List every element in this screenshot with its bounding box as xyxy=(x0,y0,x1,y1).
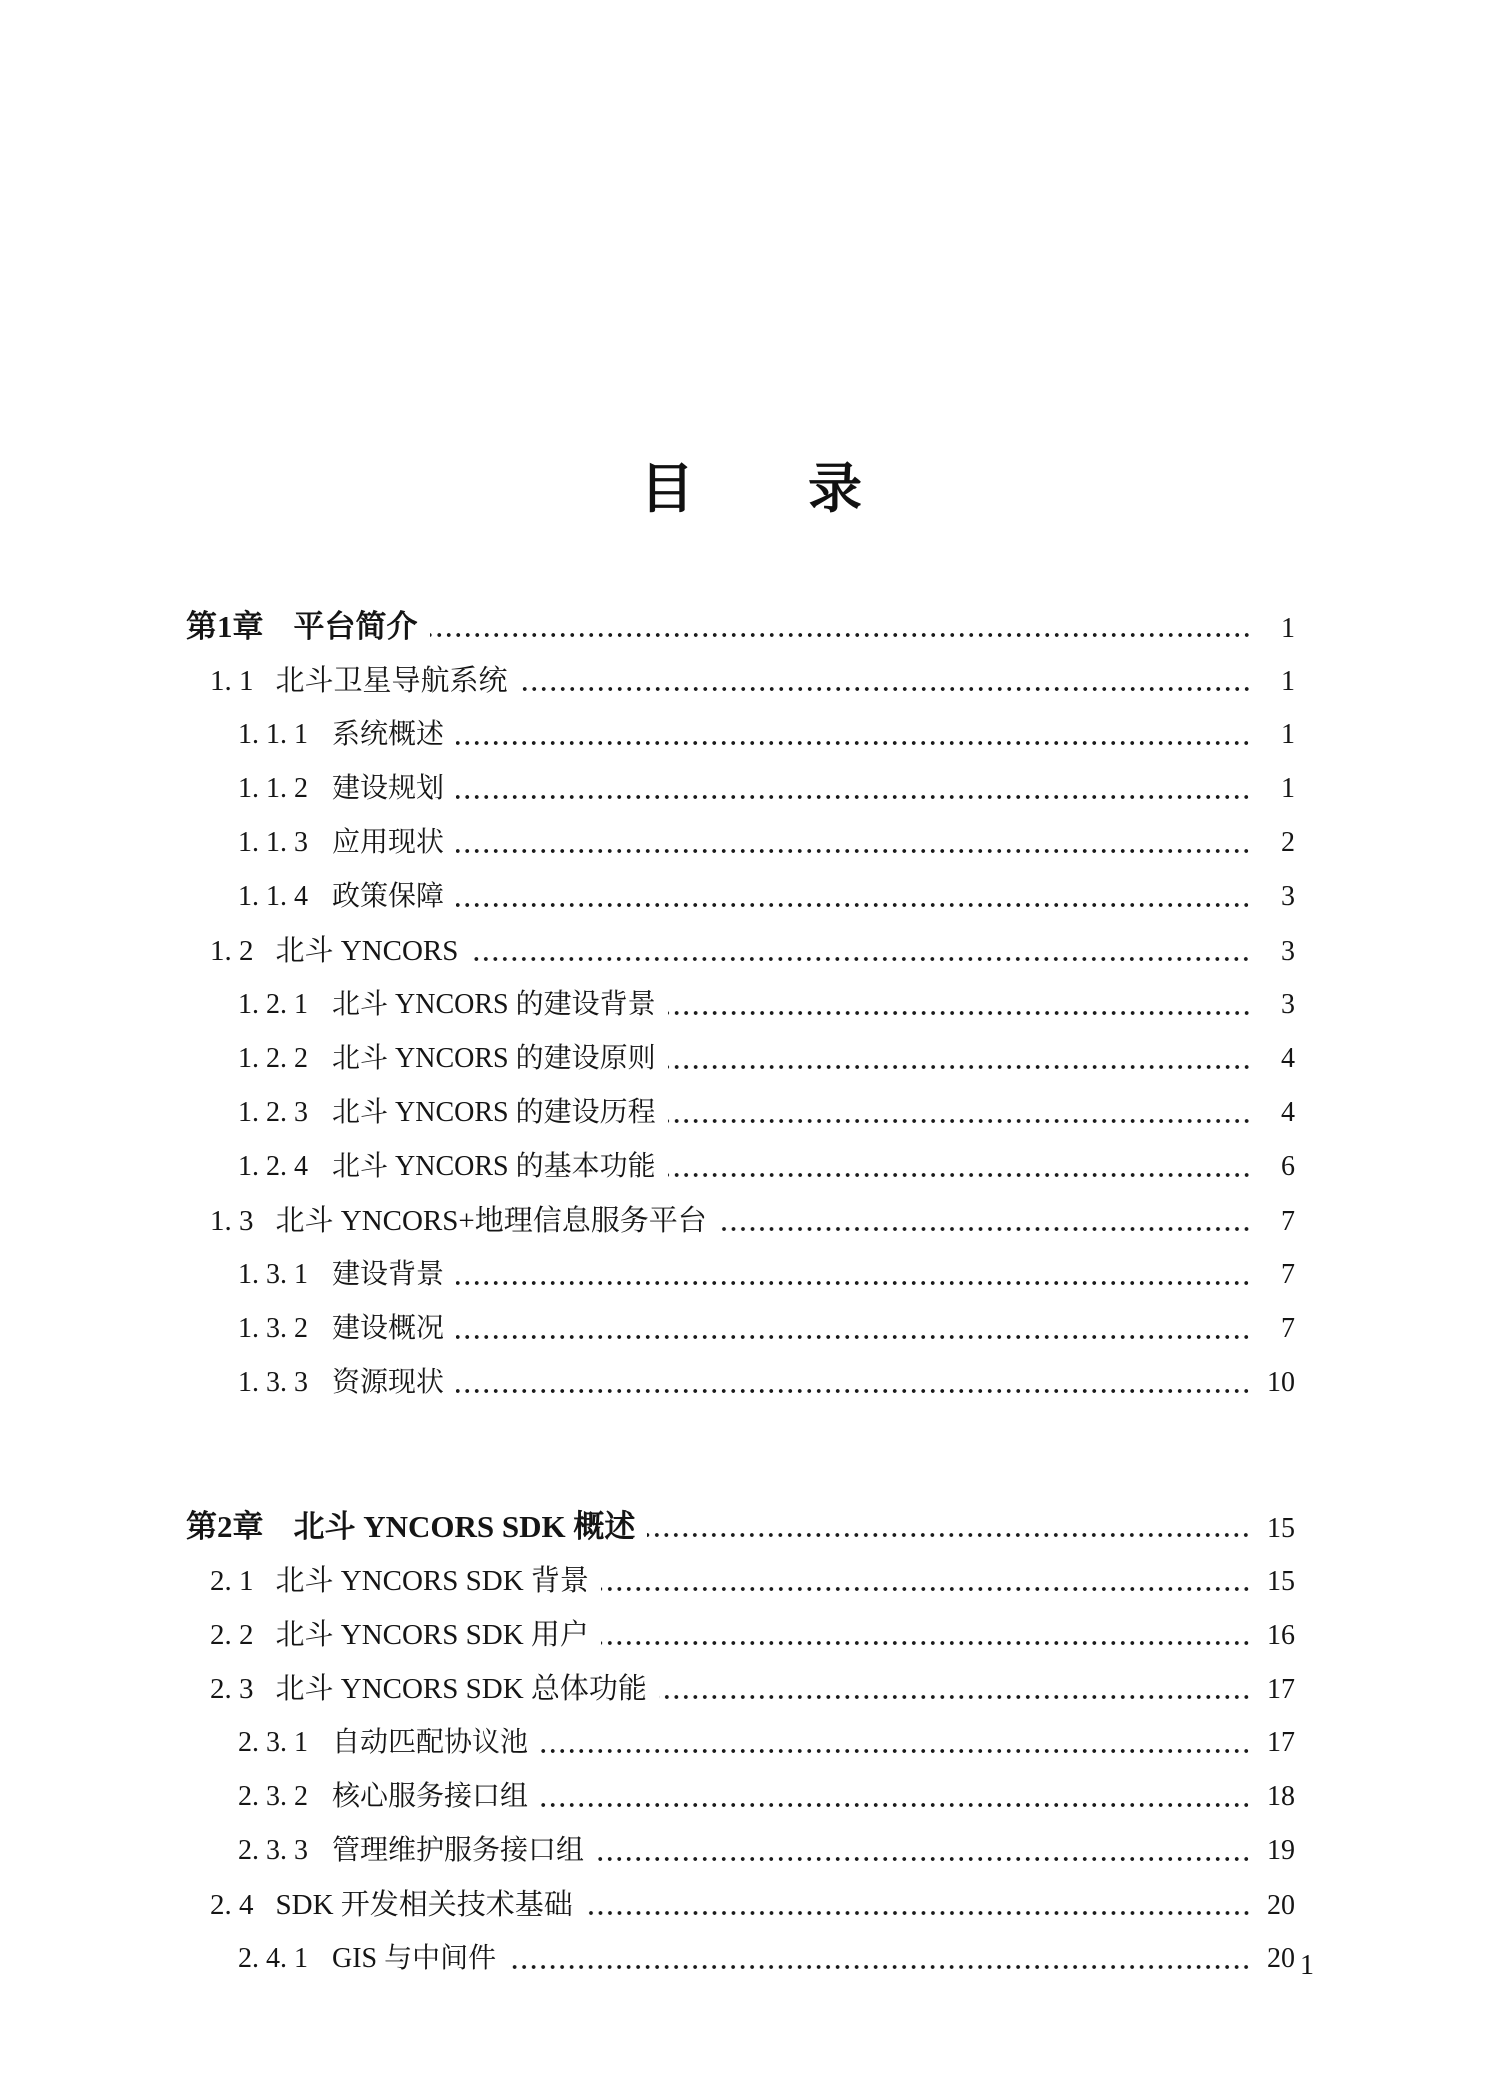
toc-entry-page-number: 17 xyxy=(1267,1727,1295,1758)
dot-leader xyxy=(601,1583,1251,1595)
toc-entry-number: 2. 1 xyxy=(210,1565,254,1597)
toc-entry-title: 北斗 YNCORS 的建设原则 xyxy=(332,1043,656,1074)
toc-entry-number: 1. 2. 3 xyxy=(238,1097,308,1128)
toc-entry-page-number: 3 xyxy=(1281,936,1295,967)
dot-leader xyxy=(659,1691,1251,1703)
toc-entry-title: 建设概况 xyxy=(332,1313,445,1344)
toc-entry-title: 核心服务接口组 xyxy=(332,1781,529,1812)
dot-leader xyxy=(668,1169,1251,1181)
toc-entry-title: 北斗 YNCORS 的建设历程 xyxy=(332,1097,656,1128)
table-of-contents xyxy=(186,600,1295,1986)
toc-row xyxy=(186,870,1295,924)
toc-entry-page-number: 10 xyxy=(1267,1367,1295,1398)
dot-leader xyxy=(520,683,1251,695)
toc-entry-title: 系统概述 xyxy=(332,719,445,750)
toc-entry-page-number: 7 xyxy=(1281,1206,1295,1237)
dot-leader xyxy=(456,845,1251,857)
dot-leader xyxy=(601,1637,1251,1649)
toc-entry-number: 2. 3. 1 xyxy=(238,1727,308,1758)
toc-row xyxy=(186,924,1295,978)
toc-row xyxy=(186,1194,1295,1248)
toc-entry-number: 1. 1. 3 xyxy=(238,827,308,858)
toc-row xyxy=(186,600,1295,654)
toc-entry-title: 政策保障 xyxy=(332,881,445,912)
dot-leader xyxy=(668,1007,1251,1019)
footer-page-number: 1 xyxy=(1300,1950,1314,1981)
toc-entry-title: 北斗 YNCORS SDK 总体功能 xyxy=(275,1673,647,1705)
toc-entry-page-number: 17 xyxy=(1267,1674,1295,1705)
dot-leader xyxy=(456,1331,1251,1343)
toc-entry-title: GIS 与中间件 xyxy=(332,1943,497,1974)
toc-entry-number: 第1章 xyxy=(186,609,264,644)
toc-entry-page-number: 16 xyxy=(1267,1620,1295,1651)
dot-leader xyxy=(540,1799,1251,1811)
toc-row xyxy=(186,1878,1295,1932)
toc-row xyxy=(186,1824,1295,1878)
toc-entry-number: 1. 2. 4 xyxy=(238,1151,308,1182)
toc-entry-title: SDK 开发相关技术基础 xyxy=(275,1889,573,1921)
toc-row xyxy=(186,1662,1295,1716)
toc-entry-number: 1. 3. 1 xyxy=(238,1259,308,1290)
toc-entry-number: 2. 4. 1 xyxy=(238,1943,308,1974)
toc-entry-title: 资源现状 xyxy=(332,1367,445,1398)
toc-entry-title: 自动匹配协议池 xyxy=(332,1727,529,1758)
toc-entry-number: 2. 2 xyxy=(210,1619,254,1651)
dot-leader xyxy=(456,737,1251,749)
dot-leader xyxy=(508,1961,1251,1973)
toc-entry-title: 北斗 YNCORS SDK 概述 xyxy=(293,1509,636,1544)
toc-row xyxy=(186,1770,1295,1824)
toc-entry-title: 北斗 YNCORS xyxy=(275,935,459,967)
toc-entry-title: 北斗 YNCORS SDK 用户 xyxy=(275,1619,589,1651)
toc-entry-title: 北斗 YNCORS SDK 背景 xyxy=(275,1565,589,1597)
toc-row xyxy=(186,1032,1295,1086)
toc-entry-page-number: 20 xyxy=(1267,1890,1295,1921)
toc-entry-number: 第2章 xyxy=(186,1509,264,1544)
page-title: 目 录 xyxy=(640,459,864,519)
toc-entry-page-number: 1 xyxy=(1281,773,1295,804)
toc-entry-number: 1. 1. 4 xyxy=(238,881,308,912)
toc-row xyxy=(186,1608,1295,1662)
toc-entry-title: 平台简介 xyxy=(293,609,418,644)
toc-entry-page-number: 7 xyxy=(1281,1313,1295,1344)
toc-row xyxy=(186,1248,1295,1302)
toc-row xyxy=(186,1302,1295,1356)
toc-entry-page-number: 6 xyxy=(1281,1151,1295,1182)
toc-entry-title: 北斗卫星导航系统 xyxy=(275,665,508,697)
toc-entry-number: 2. 4 xyxy=(210,1889,254,1921)
toc-entry-page-number: 15 xyxy=(1267,1513,1295,1544)
dot-leader xyxy=(456,1277,1251,1289)
toc-entry-number: 1. 3 xyxy=(210,1205,254,1237)
dot-leader xyxy=(470,953,1251,965)
toc-row xyxy=(186,978,1295,1032)
toc-entry-number: 1. 1 xyxy=(210,665,254,697)
toc-row xyxy=(186,1932,1295,1986)
toc-row xyxy=(186,816,1295,870)
dot-leader xyxy=(456,1385,1251,1397)
toc-entry-page-number: 1 xyxy=(1281,719,1295,750)
dot-leader xyxy=(668,1061,1251,1073)
toc-entry-number: 1. 3. 2 xyxy=(238,1313,308,1344)
dot-leader xyxy=(430,629,1252,641)
toc-row xyxy=(186,1500,1295,1554)
dot-leader xyxy=(456,899,1251,911)
toc-row xyxy=(186,654,1295,708)
toc-entry-number: 1. 2. 2 xyxy=(238,1043,308,1074)
dot-leader xyxy=(456,791,1251,803)
toc-entry-page-number: 15 xyxy=(1267,1566,1295,1597)
dot-leader xyxy=(719,1223,1251,1235)
toc-entry-page-number: 4 xyxy=(1281,1043,1295,1074)
dot-leader xyxy=(540,1745,1251,1757)
toc-entry-number: 1. 2. 1 xyxy=(238,989,308,1020)
toc-entry-page-number: 1 xyxy=(1281,666,1295,697)
toc-entry-title: 北斗 YNCORS+地理信息服务平台 xyxy=(275,1205,707,1237)
dot-leader xyxy=(596,1853,1251,1865)
toc-row xyxy=(186,762,1295,816)
toc-entry-page-number: 1 xyxy=(1281,613,1295,644)
dot-leader xyxy=(668,1115,1251,1127)
toc-row xyxy=(186,1554,1295,1608)
toc-entry-title: 建设规划 xyxy=(332,773,445,804)
toc-entry-page-number: 3 xyxy=(1281,881,1295,912)
toc-entry-page-number: 4 xyxy=(1281,1097,1295,1128)
toc-entry-page-number: 3 xyxy=(1281,989,1295,1020)
toc-entry-number: 1. 2 xyxy=(210,935,254,967)
toc-entry-title: 管理维护服务接口组 xyxy=(332,1835,585,1866)
toc-entry-number: 2. 3 xyxy=(210,1673,254,1705)
dot-leader xyxy=(647,1529,1251,1541)
toc-entry-number: 1. 3. 3 xyxy=(238,1367,308,1398)
toc-entry-title: 应用现状 xyxy=(332,827,445,858)
toc-row xyxy=(186,1086,1295,1140)
dot-leader xyxy=(585,1907,1251,1919)
toc-entry-page-number: 7 xyxy=(1281,1259,1295,1290)
toc-entry-page-number: 20 xyxy=(1267,1943,1295,1974)
toc-row xyxy=(186,1716,1295,1770)
toc-row xyxy=(186,708,1295,762)
toc-row xyxy=(186,1356,1295,1410)
toc-entry-page-number: 18 xyxy=(1267,1781,1295,1812)
toc-row xyxy=(186,1140,1295,1194)
toc-entry-title: 北斗 YNCORS 的基本功能 xyxy=(332,1151,656,1182)
toc-entry-page-number: 19 xyxy=(1267,1835,1295,1866)
toc-entry-number: 1. 1. 1 xyxy=(238,719,308,750)
toc-entry-number: 1. 1. 2 xyxy=(238,773,308,804)
toc-entry-page-number: 2 xyxy=(1281,827,1295,858)
toc-entry-title: 北斗 YNCORS 的建设背景 xyxy=(332,989,656,1020)
toc-entry-number: 2. 3. 3 xyxy=(238,1835,308,1866)
toc-entry-number: 2. 3. 2 xyxy=(238,1781,308,1812)
toc-entry-title: 建设背景 xyxy=(332,1259,445,1290)
